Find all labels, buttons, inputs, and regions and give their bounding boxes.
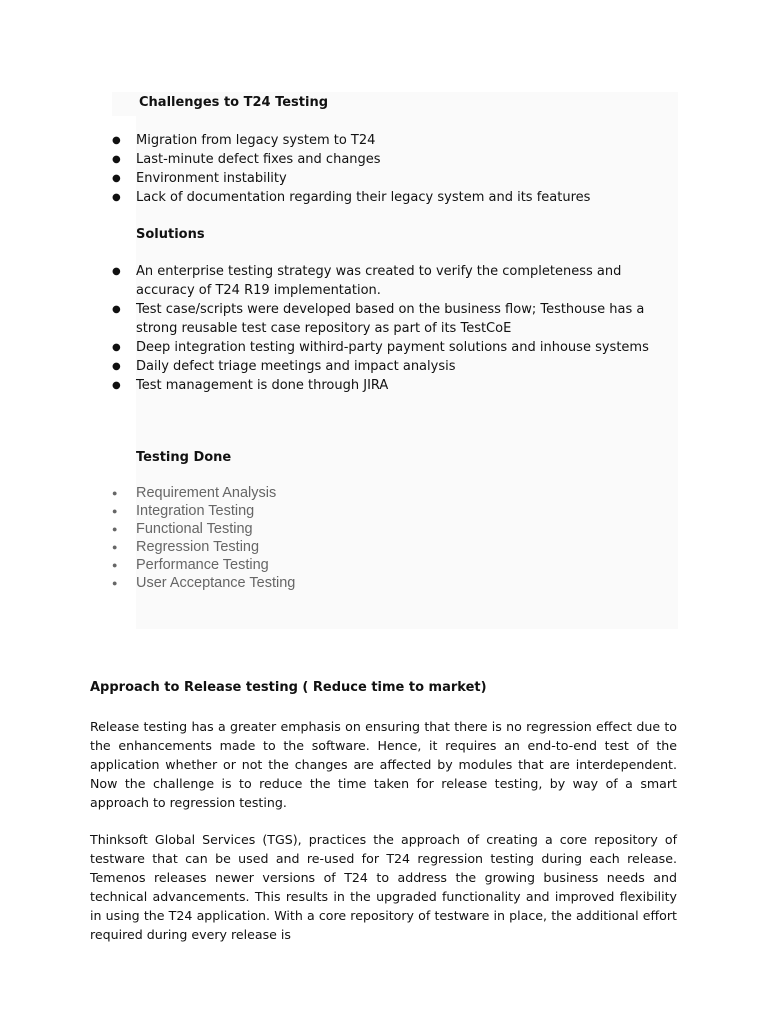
list-item: ● Lack of documentation regarding their legacy system and its features	[112, 190, 591, 205]
challenges-heading: Challenges to T24 Testing	[139, 95, 329, 110]
bullet-icon: ●	[112, 524, 118, 534]
challenges-list	[112, 131, 590, 207]
approach-paragraph-2: Thinksoft Global Services (TGS), practices the approach of creating a core repository of testware that can be used and re-used for T24 regression testing during each release. Temenos releases newer versions of T24 to address the growing business needs and technical advancements. This results in the upgraded functionality and improved flexibility in using the T24 application. With a core repository of testware in place, the additional effort required during every release is	[90, 832, 677, 942]
testing-done-heading: Testing Done	[136, 450, 232, 465]
list-item: ● Functional Testing	[112, 521, 253, 537]
list-item: ● Test management is done through JIRA	[112, 378, 389, 393]
bullet-icon: ●	[112, 154, 121, 165]
bullet-icon: ●	[112, 578, 118, 588]
bullet-icon: ●	[112, 506, 118, 516]
solutions-heading: Solutions	[136, 227, 205, 242]
list-item: ● Daily defect triage meetings and impact analysis	[112, 359, 456, 374]
bullet-icon: ●	[112, 488, 118, 498]
bullet-icon: ●	[112, 380, 121, 391]
list-item: ● Performance Testing	[112, 557, 269, 573]
bullet-icon: ●	[112, 542, 118, 552]
list-item: ● Migration from legacy system to T24	[112, 133, 376, 148]
testing-done-list	[112, 484, 295, 592]
list-item: ● Deep integration testing withird-party payment solutions and inhouse systems	[112, 340, 649, 355]
bullet-icon: ●	[112, 192, 121, 203]
bullet-icon: ●	[112, 135, 121, 146]
list-item: ● Test case/scripts were developed based on the business flow; Testhouse has a strong reusable test case repository as part of its TestCoE	[112, 302, 645, 336]
list-item: ● Environment instability	[112, 171, 287, 186]
list-item: ● An enterprise testing strategy was created to verify the completeness and accuracy of T24 R19 implementation.	[112, 264, 622, 298]
bullet-icon: ●	[112, 173, 121, 184]
bullet-icon: ●	[112, 342, 121, 353]
list-item: ● Regression Testing	[112, 539, 260, 555]
approach-heading: Approach to Release testing ( Reduce time to market)	[90, 680, 487, 695]
bullet-icon: ●	[112, 361, 121, 372]
bullet-icon: ●	[112, 560, 118, 570]
list-item: ● Integration Testing	[112, 503, 255, 519]
bullet-icon: ●	[112, 304, 121, 315]
approach-paragraph-1: Release testing has a greater emphasis on ensuring that there is no regression effect due to the enhancements made to the software. Hence, it requires an end-to-end test of the application whether or not the changes are affected by modules that are interdependent. Now the challenge is to reduce the time taken for release testing, by way of a smart approach to regression testing.	[90, 719, 677, 810]
list-item: ● User Acceptance Testing	[112, 575, 296, 591]
list-item: ● Last-minute defect fixes and changes	[112, 152, 381, 167]
list-item: ● Requirement Analysis	[112, 485, 277, 501]
solutions-list	[112, 262, 682, 395]
bullet-icon: ●	[112, 266, 121, 277]
